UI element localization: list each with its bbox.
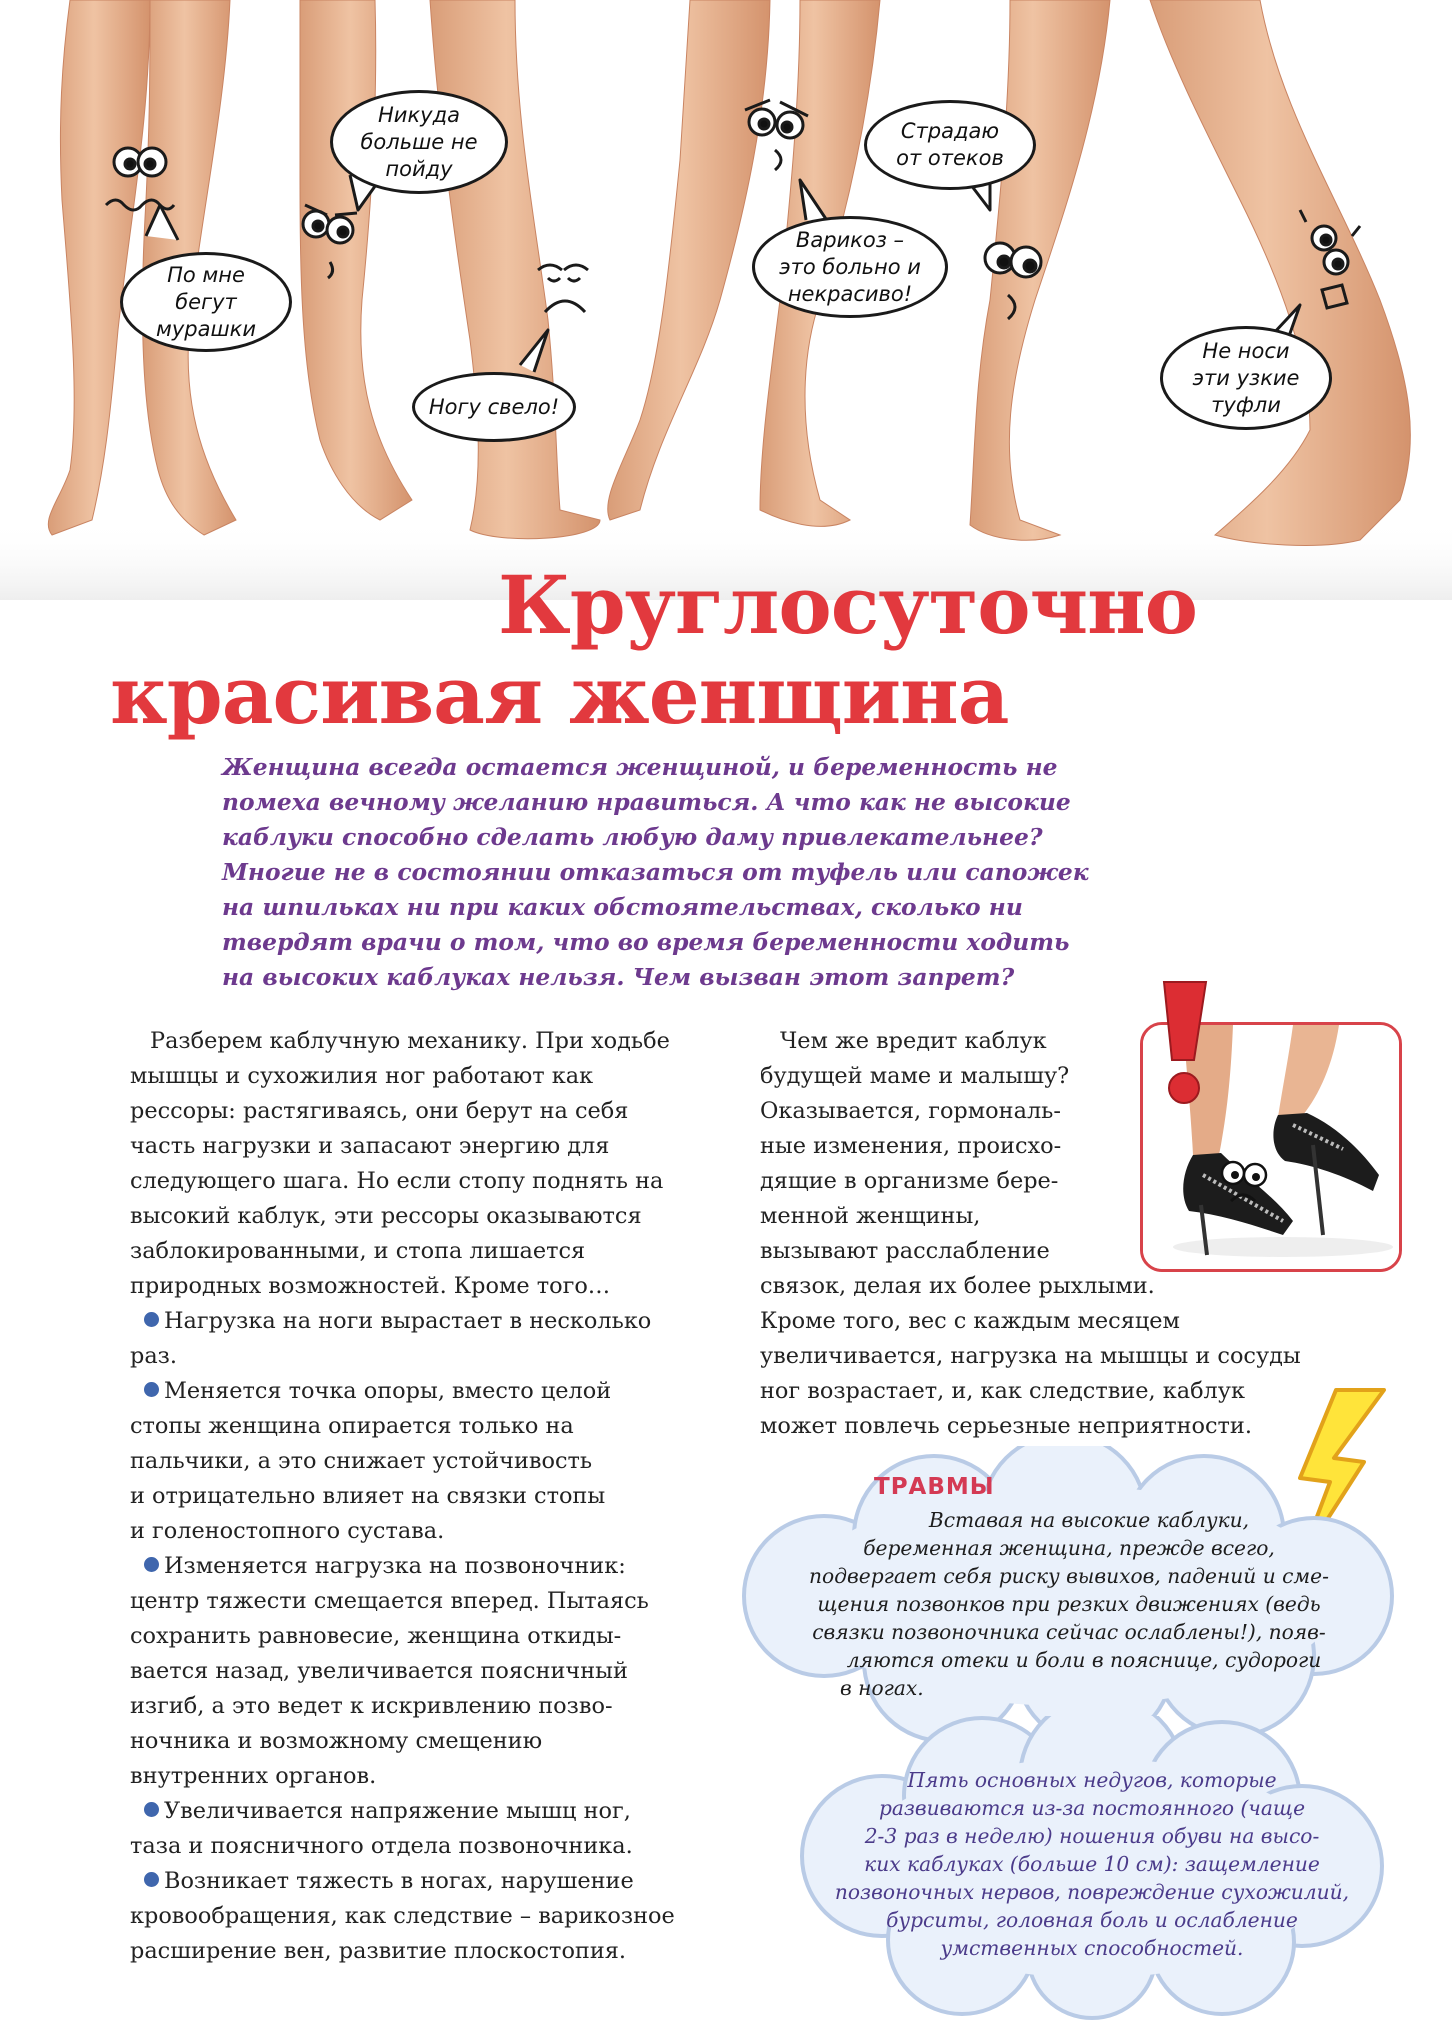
bullet-item (130, 1864, 740, 1899)
left-column (130, 1024, 740, 1969)
leg-2b (430, 0, 600, 539)
text-line: Меняется точка опоры, вместо целой (164, 1378, 612, 1404)
text-line: ночника и возможному смещению (130, 1728, 543, 1754)
text-line: часть нагрузки и запасают энергию для (130, 1133, 610, 1159)
lead-line: на шпильках ни при каких обстоятельствах, сколько ни (222, 893, 1023, 921)
text-line: в ногах. (840, 1676, 924, 1700)
ailments-text (792, 1766, 1392, 1962)
text-line: бурситы, головная боль и ослабление (886, 1908, 1298, 1932)
bullet-dot-icon (144, 1312, 159, 1327)
text-line: беременная женщина, прежде всего, (863, 1536, 1275, 1560)
text-line: увеличивается, нагрузка на мышцы и сосуды (760, 1343, 1301, 1369)
text-line: стопы женщина опирается только на (130, 1413, 574, 1439)
text-line: расширение вен, развитие плоскостопия. (130, 1938, 627, 1964)
leg-3a (608, 0, 770, 520)
exclamation-icon (1150, 980, 1220, 1110)
text-line: таза и поясничного отдела позвоночника. (130, 1833, 633, 1859)
lead-line: помеха вечному желанию нравиться. А что как не высокие (222, 788, 1071, 816)
speech-bubble-leg-cramp: Ногу свело! (412, 372, 576, 442)
text-line: дящие в организме бере- (760, 1168, 1059, 1194)
text-line: позвоночных нервов, повреждение сухожилий, (834, 1880, 1350, 1904)
text-line: щения позвонков при резких движениях (ведь (817, 1592, 1321, 1616)
bullet-dot-icon (144, 1557, 159, 1572)
text-line: Изменяется нагрузка на позвоночник: (164, 1553, 626, 1579)
text-line: подвергает себя риску вывихов, падений и сме- (809, 1564, 1329, 1588)
text-line: и голеностопного сустава. (130, 1518, 445, 1544)
speech-bubble-varicose: Варикоз – это больно и некрасиво! (752, 216, 948, 318)
text-line: ляются отеки и боли в пояснице, судороги (846, 1648, 1322, 1672)
text-line: Оказывается, гормональ- (760, 1098, 1061, 1124)
bullet-item (130, 1794, 740, 1829)
text-line: связки позвоночника сейчас ослаблены!), появ- (812, 1620, 1326, 1644)
text-line: мышцы и сухожилия ног работают как (130, 1063, 594, 1089)
text-line: рессоры: растягиваясь, они берут на себя (130, 1098, 629, 1124)
text-line: 2-3 раз в неделю) ношения обуви на высо- (864, 1824, 1320, 1848)
text-line: высокий каблук, эти рессоры оказываются (130, 1203, 642, 1229)
text-line: внутренних органов. (130, 1763, 377, 1789)
text-line: развиваются из-за постоянного (чаще (878, 1796, 1306, 1820)
title-line-2: красивая женщина (110, 648, 1009, 742)
text-line: менной женщины, (760, 1203, 981, 1229)
bullet-item (130, 1304, 740, 1339)
text-line: раз. (130, 1343, 178, 1369)
text-line: может повлечь серьезные неприятности. (760, 1413, 1252, 1439)
text-line: вызывают расслабление (760, 1238, 1050, 1264)
text-line: ких каблуках (больше 10 см): защемление (864, 1852, 1320, 1876)
text-line: умственных способностей. (940, 1936, 1244, 1960)
lead-line: Многие не в состоянии отказаться от туфель или сапожек (222, 858, 1089, 886)
bullet-dot-icon (144, 1382, 159, 1397)
speech-bubble-tight-shoes: Не носи эти узкие туфли (1160, 326, 1332, 430)
leg-4b (1150, 0, 1410, 545)
text-line: Кроме того, вес с каждым месяцем (760, 1308, 1180, 1334)
speech-bubble-goosebumps: По мне бегут мурашки (120, 252, 292, 352)
text-line: Вставая на высокие каблуки, (928, 1508, 1250, 1532)
leg-2a (300, 0, 412, 520)
lead-line: твердят врачи о том, что во время беременности ходить (222, 928, 1070, 956)
injuries-text (734, 1506, 1404, 1702)
lead-line: на высоких каблуках нельзя. Чем вызван этот запрет? (222, 963, 1015, 991)
title-line-1: Круглосуточно (498, 558, 1198, 652)
bullet-dot-icon (144, 1802, 159, 1817)
speech-bubble-never-go: Никуда больше не пойду (330, 90, 508, 194)
text-line: заблокированными, и стопа лишается (130, 1238, 586, 1264)
text-line: Чем же вредит каблук (780, 1028, 1047, 1054)
text-line: природных возможностей. Кроме того… (130, 1273, 611, 1299)
speech-bubble-swelling: Страдаю от отеков (864, 100, 1036, 190)
text-line: сохранить равновесие, женщина откиды- (130, 1623, 622, 1649)
lead-paragraph (222, 750, 1212, 995)
text-line: пальчики, а это снижает устойчивость (130, 1448, 593, 1474)
bullet-item (130, 1549, 740, 1584)
text-line: центр тяжести смещается вперед. Пытаясь (130, 1588, 649, 1614)
text-line: Нагрузка на ноги вырастает в несколько (164, 1308, 652, 1334)
lead-line: каблуки способно сделать любую даму привлекательнее? (222, 823, 1043, 851)
injuries-title: ТРАВМЫ (874, 1474, 995, 1500)
bullet-item (130, 1374, 740, 1409)
text-line: Разберем каблучную механику. При ходьбе (150, 1028, 670, 1054)
text-line: кровообращения, как следствие – варикозное (130, 1903, 675, 1929)
text-line: Увеличивается напряжение мышц ног, (164, 1798, 631, 1824)
text-line: ног возрастает, и, как следствие, каблук (760, 1378, 1245, 1404)
text-line: вается назад, увеличивается поясничный (130, 1658, 628, 1684)
leg-1a (48, 0, 150, 535)
text-line: Возникает тяжесть в ногах, нарушение (164, 1868, 634, 1894)
text-line: следующего шага. Но если стопу поднять на (130, 1168, 664, 1194)
lead-line: Женщина всегда остается женщиной, и беременность не (222, 753, 1058, 781)
bullet-dot-icon (144, 1872, 159, 1887)
text-line: ные изменения, происхо- (760, 1133, 1062, 1159)
text-line: связок, делая их более рыхлыми. (760, 1273, 1155, 1299)
text-line: будущей маме и малышу? (760, 1063, 1070, 1089)
text-line: изгиб, а это ведет к искривлению позво- (130, 1693, 613, 1719)
text-line: Пять основных недугов, которые (907, 1768, 1277, 1792)
text-line: и отрицательно влияет на связки стопы (130, 1483, 606, 1509)
